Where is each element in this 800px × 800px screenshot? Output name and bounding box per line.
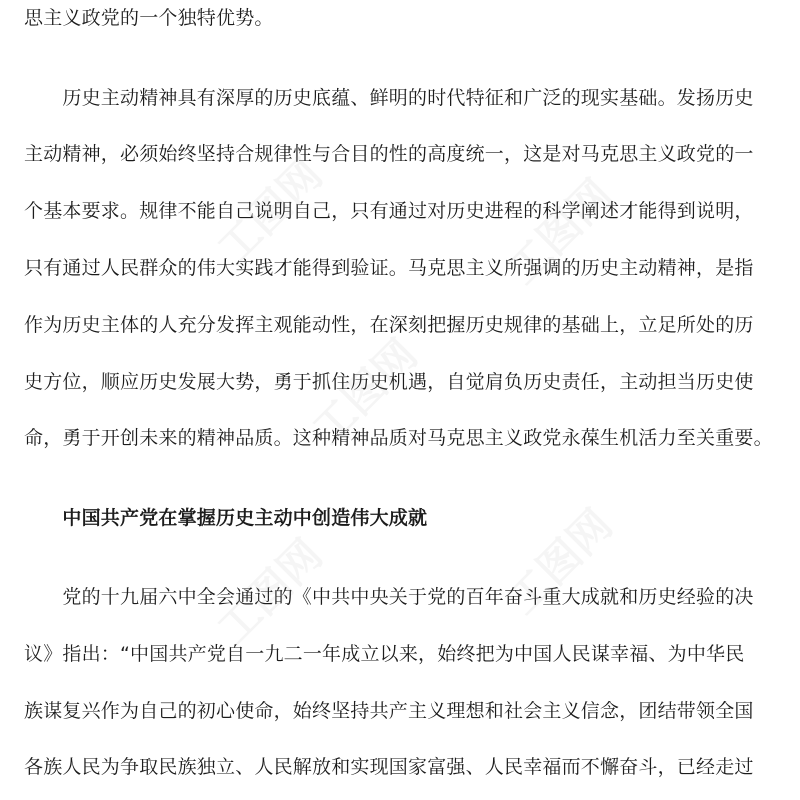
- body-text-line: 议》指出：“中国共产党自一九二一年成立以来，始终把为中国人民谋幸福、为中华民: [24, 643, 745, 665]
- body-text-line: 命，勇于开创未来的精神品质。这种精神品质对马克思主义政党永葆生机活力至关重要。: [24, 427, 773, 449]
- body-text-line: 作为历史主体的人充分发挥主观能动性，在深刻把握历史规律的基础上，立足所处的历: [24, 314, 754, 336]
- body-text-line: 族谋复兴作为自己的初心使命，始终坚持共产主义理想和社会主义信念，团结带领全国: [24, 700, 754, 722]
- paragraph-first-line: 历史主动精神具有深厚的历史底蕴、鲜明的时代特征和广泛的现实基础。发扬历史: [24, 87, 754, 109]
- body-text-line: 主动精神，必须始终坚持合规律性与合目的性的高度统一，这是对马克思主义政党的一: [24, 143, 754, 165]
- paragraph-first-line: 党的十九届六中全会通过的《中共中央关于党的百年奋斗重大成就和历史经验的决: [24, 586, 754, 608]
- body-text-line: 思主义政党的一个独特优势。: [24, 7, 274, 29]
- body-text-line: 个基本要求。规律不能自己说明自己，只有通过对历史进程的科学阐述才能得到说明，: [24, 200, 754, 222]
- watermark: 工图网: [497, 499, 622, 624]
- body-text-line: 史方位，顺应历史发展大势，勇于抓住历史机遇，自觉肩负历史责任，主动担当历史使: [24, 371, 754, 393]
- section-heading: 中国共产党在掌握历史主动中创造伟大成就: [24, 507, 428, 529]
- watermark: 工图网: [497, 169, 622, 294]
- body-text-line: 各族人民为争取民族独立、人民解放和实现国家富强、人民幸福而不懈奋斗，已经走过: [24, 756, 754, 778]
- body-text-line: 只有通过人民群众的伟大实践才能得到验证。马克思主义所强调的历史主动精神，是指: [24, 257, 754, 279]
- watermark: 工图网: [302, 329, 427, 454]
- watermark: 工图网: [207, 149, 332, 274]
- watermark: 工图网: [207, 529, 332, 654]
